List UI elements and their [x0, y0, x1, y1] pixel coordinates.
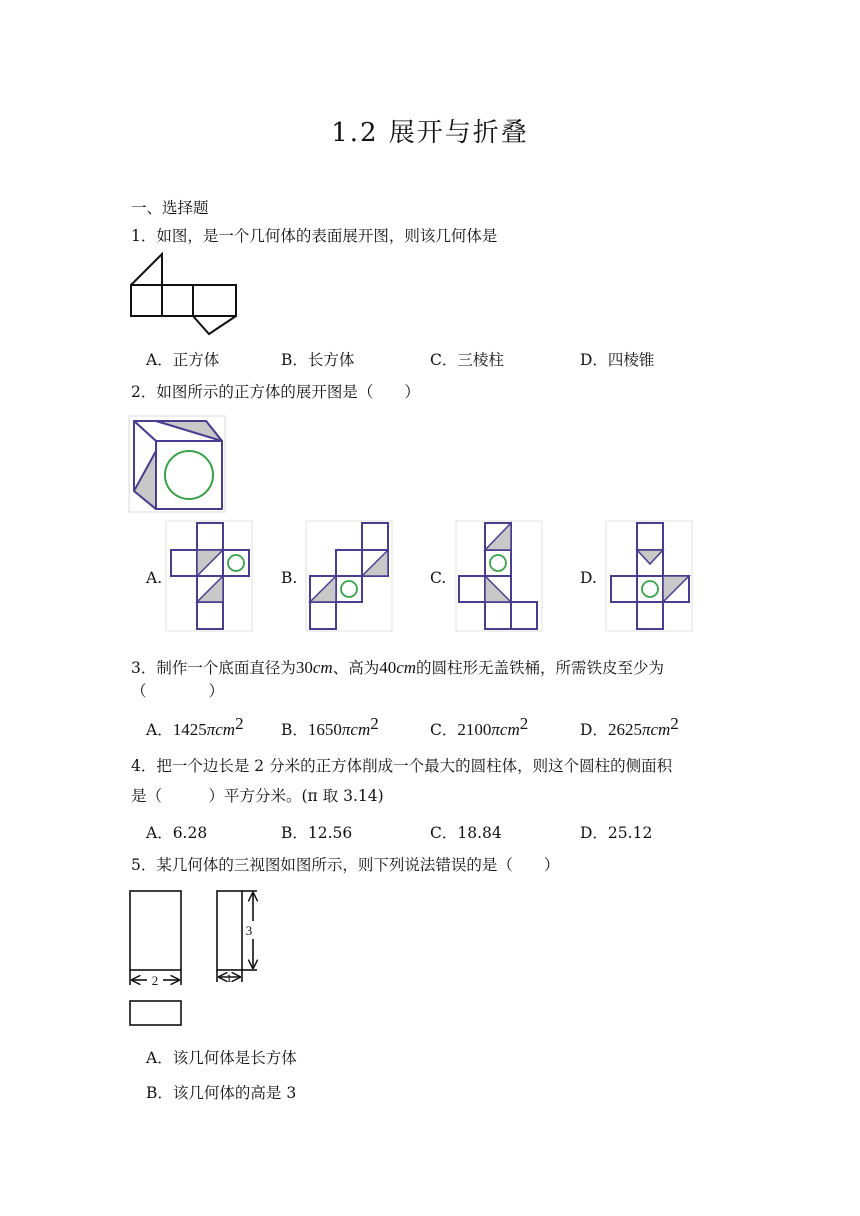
q5-stem: 5．某几何体的三视图如图所示，则下列说法错误的是（ ） — [131, 856, 560, 874]
q5-dim-width-label: 2 — [151, 973, 159, 988]
q3-option-a[interactable]: A．1425πcm$^2$ — [146, 714, 244, 740]
page-title: 1.2 展开与折叠 — [331, 118, 529, 148]
section-heading: 一、选择题 — [131, 199, 209, 217]
q2-option-a[interactable]: A. — [146, 569, 163, 587]
q3-option-d[interactable]: D．2625πcm$^2$ — [580, 714, 679, 740]
q5-option-a[interactable]: A．该几何体是长方体 — [146, 1049, 297, 1067]
q3-option-c[interactable]: C．2100πcm$^2$ — [430, 714, 529, 740]
q5-dim-height-label: 3 — [245, 923, 253, 938]
q4-stem-line1: 4．把一个边长是 2 分米的正方体削成一个最大的圆柱体，则这个圆柱的侧面积 — [131, 757, 673, 775]
q2-stem: 2．如图所示的正方体的展开图是（ ） — [131, 383, 420, 401]
q2-net-d[interactable] — [605, 520, 695, 632]
q1-net-figure — [125, 250, 245, 340]
q2-net-c[interactable] — [455, 520, 545, 632]
q4-option-d[interactable]: D．25.12 — [580, 824, 653, 842]
q5-dim-depth-label: 1 — [226, 971, 232, 985]
q3-option-b[interactable]: B．1650πcm$^2$ — [281, 714, 379, 740]
q2-net-a[interactable] — [165, 520, 255, 632]
q1-stem: 1．如图，是一个几何体的表面展开图，则该几何体是 — [131, 227, 498, 245]
q1-option-a[interactable]: A．正方体 — [146, 351, 220, 369]
q4-option-c[interactable]: C．18.84 — [430, 824, 502, 842]
q1-option-b[interactable]: B．长方体 — [281, 351, 355, 369]
q2-option-c[interactable]: C. — [430, 569, 447, 587]
q4-stem-line2: 是（ ）平方分米。(π 取 3.14) — [131, 787, 384, 805]
q1-option-c[interactable]: C．三棱柱 — [430, 351, 504, 369]
q2-option-b[interactable]: B. — [281, 569, 298, 587]
q2-cube-figure — [128, 415, 228, 515]
q2-option-d[interactable]: D. — [580, 569, 597, 587]
q2-net-b[interactable] — [305, 520, 395, 632]
q5-option-b[interactable]: B．该几何体的高是 3 — [146, 1084, 297, 1102]
q5-three-views-figure — [125, 885, 275, 1035]
q4-option-b[interactable]: B．12.56 — [281, 824, 353, 842]
q1-option-d[interactable]: D．四棱锥 — [580, 351, 655, 369]
q3-stem-line2: （ ） — [131, 682, 225, 700]
q4-option-a[interactable]: A．6.28 — [146, 824, 208, 842]
q3-stem: 3．制作一个底面直径为30cm、高为40cm的圆柱形无盖铁桶，所需铁皮至少为 — [131, 658, 665, 677]
